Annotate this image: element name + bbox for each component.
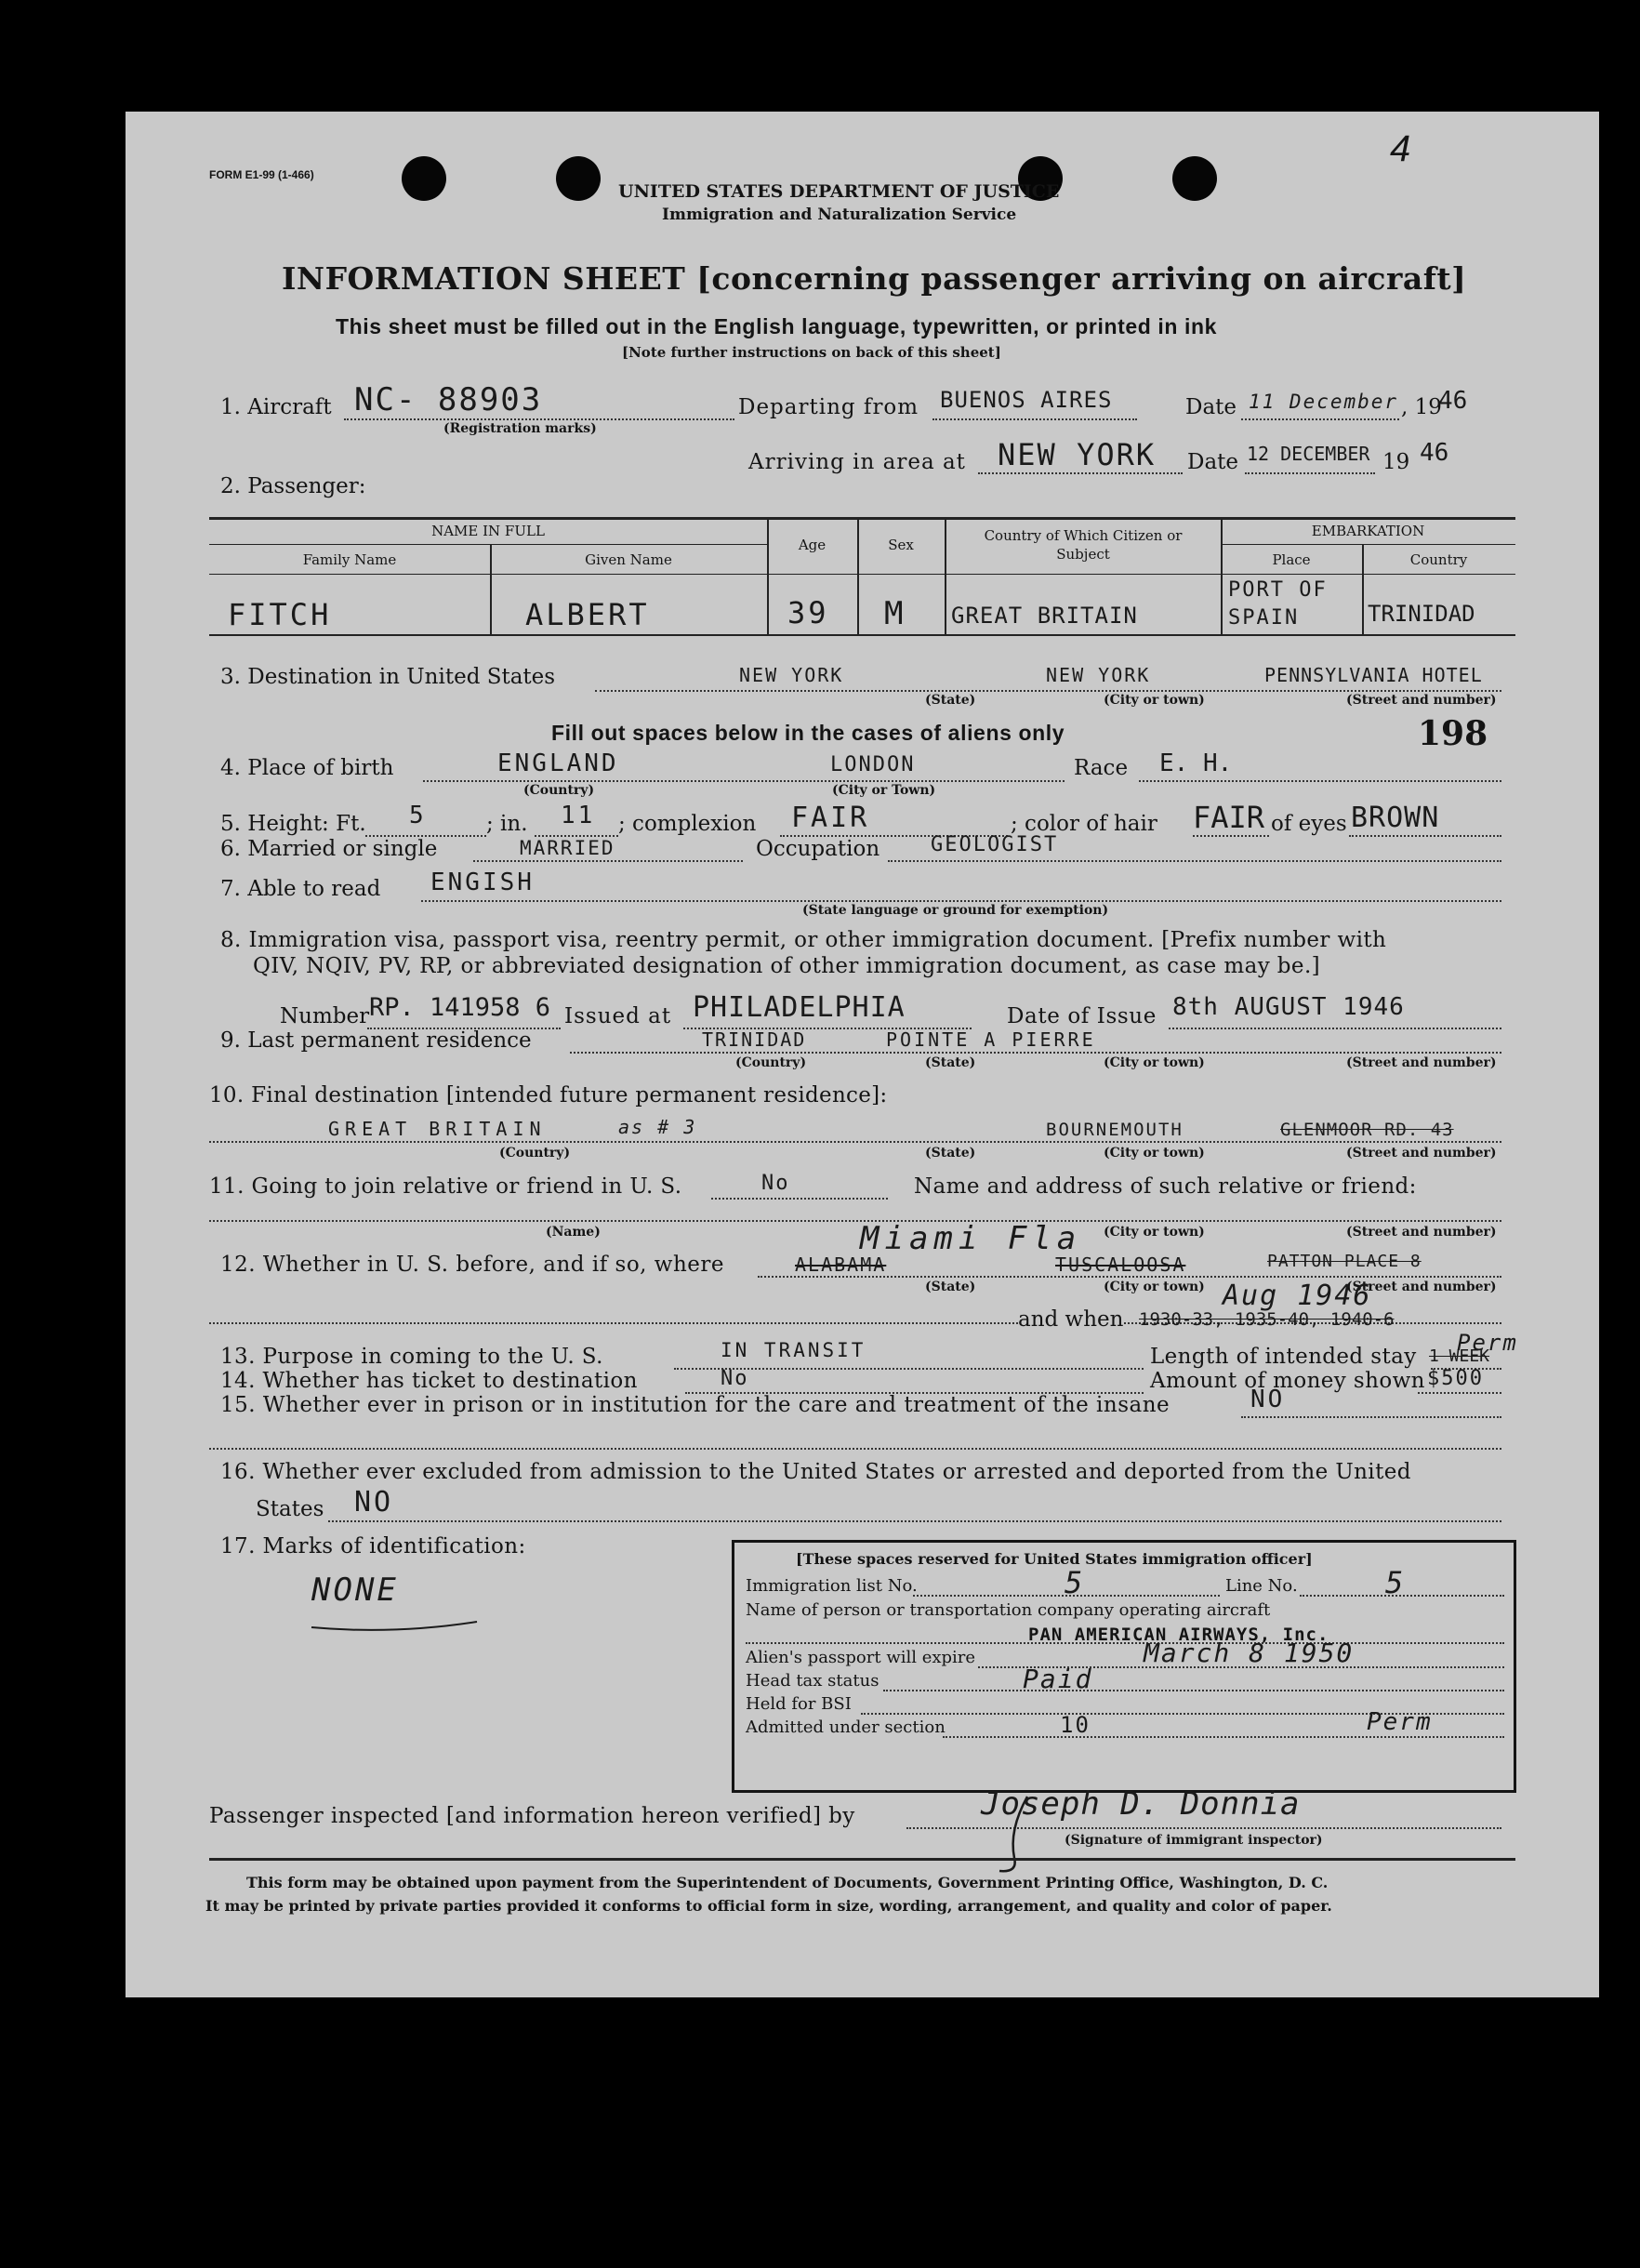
header-emb-country: Country bbox=[1409, 551, 1468, 568]
residence-cap-street: (Street and number) bbox=[1346, 1055, 1497, 1070]
departing-label: Departing from bbox=[738, 395, 919, 419]
previous-visit-state: ALABAMA bbox=[795, 1253, 887, 1276]
hair-value: FAIR bbox=[1193, 800, 1265, 835]
form-sheet bbox=[126, 112, 1599, 1997]
previous-visit-city: TUSCALOOSA bbox=[1055, 1253, 1186, 1276]
read-caption: (State language or ground for exemption) bbox=[802, 903, 1109, 918]
join-dots bbox=[711, 1198, 888, 1200]
officer-section-value: 10 bbox=[1060, 1712, 1091, 1738]
read-label: 7. Able to read bbox=[220, 877, 381, 901]
join-cap-city: (City or town) bbox=[1104, 1225, 1205, 1240]
form-number: FORM E1-99 (1-466) bbox=[209, 168, 314, 181]
officer-tax-label: Head tax status bbox=[746, 1671, 880, 1691]
join-cap-street: (Street and number) bbox=[1346, 1225, 1497, 1240]
excluded-value: NO bbox=[354, 1486, 394, 1519]
final-city: BOURNEMOUTH bbox=[1046, 1120, 1184, 1140]
registration-caption: (Registration marks) bbox=[443, 421, 597, 436]
destination-label: 3. Destination in United States bbox=[220, 665, 556, 689]
aliens-heading: Fill out spaces below in the cases of aliens only bbox=[551, 721, 1065, 745]
document-line2: QIV, NQIV, PV, RP, or abbreviated designation of other immigration document, as case may be.] bbox=[253, 954, 1321, 978]
occupation-value: GEOLOGIST bbox=[931, 833, 1059, 856]
residence-cap-state: (State) bbox=[925, 1055, 976, 1070]
residence-city: POINTE A PIERRE bbox=[886, 1028, 1096, 1051]
when-label: and when bbox=[1018, 1307, 1124, 1332]
money-dots bbox=[1418, 1392, 1501, 1394]
previous-visit-cap-state: (State) bbox=[925, 1280, 976, 1294]
cell-given-name: ALBERT bbox=[525, 597, 650, 632]
prison-dots bbox=[1241, 1416, 1501, 1418]
arriving-value: NEW YORK bbox=[998, 437, 1157, 472]
header-family-name: Family Name bbox=[302, 551, 397, 568]
officer-company-label: Name of person or transportation company operating aircraft bbox=[746, 1600, 1271, 1620]
document-number-label: Number bbox=[280, 1004, 370, 1028]
departing-year-prefix: , 19 bbox=[1401, 395, 1442, 419]
final-cap-street: (Street and number) bbox=[1346, 1146, 1497, 1161]
race-label: Race bbox=[1074, 756, 1129, 780]
cell-sex: M bbox=[884, 595, 906, 632]
residence-cap-city: (City or town) bbox=[1104, 1055, 1205, 1070]
punch-hole bbox=[1172, 156, 1217, 201]
join-label: 11. Going to join relative or friend in U. S. bbox=[209, 1174, 682, 1199]
footer-line2: It may be printed by private parties provided it conforms to official form in size, wording, arrangement, and quality and color of paper. bbox=[205, 1897, 1332, 1915]
passenger-label: 2. Passenger: bbox=[220, 474, 366, 498]
header-embarkation: EMBARKATION bbox=[1311, 523, 1425, 539]
race-value: E. H. bbox=[1159, 749, 1233, 777]
destination-cap-street: (Street and number) bbox=[1346, 693, 1497, 708]
purpose-value: IN TRANSIT bbox=[721, 1339, 866, 1361]
issued-at-value: PHILADELPHIA bbox=[693, 991, 906, 1024]
excluded-line2-label: States bbox=[256, 1497, 324, 1521]
height-label: 5. Height: Ft. bbox=[220, 812, 366, 836]
height-inches: 11 bbox=[561, 802, 596, 829]
final-street: GLENMOOR RD. 43 bbox=[1280, 1120, 1454, 1140]
cell-place-line2: SPAIN bbox=[1228, 606, 1300, 630]
arriving-dots bbox=[978, 472, 1183, 474]
final-cap-state: (State) bbox=[925, 1146, 976, 1161]
header-age: Age bbox=[798, 537, 827, 553]
hair-dots bbox=[1193, 835, 1269, 837]
ticket-value: No bbox=[721, 1367, 749, 1390]
previous-visit-street: PATTON PLACE 8 bbox=[1267, 1252, 1422, 1271]
destination-cap-state: (State) bbox=[925, 693, 976, 708]
purpose-label: 13. Purpose in coming to the U. S. bbox=[220, 1345, 603, 1369]
officer-passport-label: Alien's passport will expire bbox=[746, 1648, 976, 1667]
occupation-label: Occupation bbox=[756, 837, 880, 861]
punch-hole bbox=[556, 156, 601, 201]
departing-date-value: 11 December bbox=[1249, 391, 1399, 413]
residence-country: TRINIDAD bbox=[702, 1028, 807, 1051]
read-value: ENGISH bbox=[430, 869, 535, 896]
issued-at-label: Issued at bbox=[564, 1004, 672, 1028]
document-line1: 8. Immigration visa, passport visa, reentry permit, or other immigration document. [Prefix number with bbox=[220, 928, 1387, 952]
officer-tax-value: Paid bbox=[1023, 1664, 1093, 1694]
cell-family-name: FITCH bbox=[228, 597, 332, 632]
stay-label: Length of intended stay bbox=[1150, 1345, 1417, 1369]
hair-label: ; color of hair bbox=[1011, 812, 1157, 836]
arriving-date-label: Date bbox=[1187, 450, 1239, 474]
money-label: Amount of money shown bbox=[1150, 1369, 1425, 1393]
previous-visit-dots bbox=[758, 1276, 1501, 1278]
officer-line-label: Line No. bbox=[1225, 1576, 1298, 1596]
departing-date-label: Date bbox=[1185, 395, 1237, 419]
stay-value: 1 WEEK bbox=[1429, 1346, 1490, 1366]
when-overlay: Aug 1946 bbox=[1223, 1280, 1372, 1312]
page-title: INFORMATION SHEET [concerning passenger arriving on aircraft] bbox=[282, 260, 1467, 297]
join-name-dots bbox=[209, 1220, 1501, 1222]
officer-passport-value: March 8 1950 bbox=[1144, 1638, 1355, 1668]
birth-cap-country: (Country) bbox=[523, 783, 595, 798]
money-value: $500 bbox=[1427, 1367, 1484, 1390]
aircraft-label: 1. Aircraft bbox=[220, 395, 332, 419]
birth-country: ENGLAND bbox=[497, 749, 619, 777]
issue-date-value: 8th AUGUST 1946 bbox=[1172, 993, 1405, 1021]
officer-section-dots bbox=[943, 1736, 1504, 1738]
issue-date-label: Date of Issue bbox=[1007, 1004, 1157, 1028]
eyes-dots bbox=[1349, 835, 1501, 837]
previous-visit-label: 12. Whether in U. S. before, and if so, where bbox=[220, 1253, 725, 1277]
department-name: UNITED STATES DEPARTMENT OF JUSTICE bbox=[618, 181, 1060, 202]
arriving-label: Arriving in area at bbox=[748, 450, 966, 474]
marital-label: 6. Married or single bbox=[220, 837, 438, 861]
prison-value: NO bbox=[1250, 1386, 1286, 1413]
prison-label: 15. Whether ever in prison or in institution for the care and treatment of the insane bbox=[220, 1393, 1170, 1417]
excluded-line1: 16. Whether ever excluded from admission to the United States or arrested and deported from the United bbox=[220, 1460, 1411, 1484]
corner-mark: 4 bbox=[1390, 128, 1411, 169]
birth-city: LONDON bbox=[830, 753, 916, 776]
residence-label: 9. Last permanent residence bbox=[220, 1028, 532, 1053]
complexion-value: FAIR bbox=[791, 802, 870, 834]
footer-rule bbox=[209, 1858, 1515, 1861]
arriving-date-value: 12 DECEMBER bbox=[1247, 443, 1370, 465]
join-cap-name: (Name) bbox=[546, 1225, 601, 1240]
inspection-label: Passenger inspected [and information hereon verified] by bbox=[209, 1804, 855, 1828]
document-number-value: RP. 141958 6 bbox=[369, 993, 551, 1022]
header-country: Country of Which Citizen or Subject bbox=[984, 527, 1183, 563]
departing-dots bbox=[932, 418, 1137, 420]
officer-line-value: 5 bbox=[1385, 1565, 1407, 1600]
read-dots bbox=[421, 900, 1501, 902]
destination-cap-city: (City or town) bbox=[1104, 693, 1205, 708]
inspection-caption: (Signature of immigrant inspector) bbox=[1065, 1833, 1323, 1848]
departing-date-dots bbox=[1241, 418, 1399, 420]
issue-date-dots bbox=[1169, 1028, 1501, 1029]
final-country: GREAT BRITAIN bbox=[328, 1118, 547, 1140]
arriving-year: 46 bbox=[1420, 439, 1449, 467]
note-line: [Note further instructions on back of this sheet] bbox=[622, 344, 1001, 361]
header-name-in-full: NAME IN FULL bbox=[431, 523, 545, 539]
departing-value: BUENOS AIRES bbox=[940, 387, 1113, 413]
race-dots bbox=[1139, 780, 1501, 782]
officer-company-value: PAN AMERICAN AIRWAYS, Inc. bbox=[1028, 1625, 1329, 1645]
officer-bsi-label: Held for BSI bbox=[746, 1694, 852, 1714]
final-destination-dots bbox=[209, 1141, 1501, 1143]
prison-continuation-dots bbox=[209, 1448, 1501, 1450]
cell-place-line1: PORT OF bbox=[1228, 578, 1328, 602]
officer-list-value: 5 bbox=[1065, 1565, 1086, 1600]
marital-value: MARRIED bbox=[520, 837, 615, 859]
when-value: 1930-33, 1935-40, 1940-6 bbox=[1139, 1309, 1395, 1330]
destination-street: PENNSYLVANIA HOTEL bbox=[1264, 664, 1483, 686]
officer-list-label: Immigration list No. bbox=[746, 1576, 918, 1596]
occupation-dots bbox=[888, 860, 1501, 862]
height-in-label: ; in. bbox=[486, 812, 528, 836]
cell-citizen: GREAT BRITAIN bbox=[951, 603, 1138, 629]
cell-age: 39 bbox=[787, 595, 829, 630]
officer-box-title: [These spaces reserved for United States immigration officer] bbox=[796, 1550, 1313, 1568]
footer-line1: This form may be obtained upon payment from the Superintendent of Documents, Government Printing Office, Washington, D. C. bbox=[246, 1874, 1329, 1891]
ticket-label: 14. Whether has ticket to destination bbox=[220, 1369, 638, 1393]
destination-dots bbox=[595, 690, 1501, 692]
officer-tax-dots bbox=[883, 1690, 1504, 1691]
eyes-label: of eyes bbox=[1271, 812, 1347, 836]
final-cap-city: (City or town) bbox=[1104, 1146, 1205, 1161]
arriving-year-prefix: 19 bbox=[1382, 450, 1410, 474]
signature-flourish bbox=[981, 1793, 1065, 1877]
previous-visit-cap-street: (Street and number) bbox=[1346, 1280, 1497, 1294]
eyes-value: BROWN bbox=[1351, 802, 1440, 834]
final-cap-country: (Country) bbox=[499, 1146, 571, 1161]
punch-hole bbox=[402, 156, 446, 201]
stay-overlay: Perm bbox=[1457, 1330, 1518, 1356]
join-name-label: Name and address of such relative or friend: bbox=[914, 1174, 1417, 1199]
birth-cap-city: (City or Town) bbox=[832, 783, 936, 798]
stamp-number: 198 bbox=[1418, 714, 1488, 753]
officer-box bbox=[732, 1540, 1516, 1793]
previous-visit-cap-city: (City or town) bbox=[1104, 1280, 1205, 1294]
height-feet: 5 bbox=[409, 802, 427, 829]
arriving-date-dots bbox=[1245, 472, 1375, 474]
final-note: as # 3 bbox=[618, 1116, 697, 1138]
header-given-name: Given Name bbox=[585, 551, 672, 568]
previous-visit-overlay: Miami Fla bbox=[860, 1220, 1082, 1257]
complexion-label: ; complexion bbox=[618, 812, 757, 836]
header-sex: Sex bbox=[888, 537, 914, 553]
service-name: Immigration and Naturalization Service bbox=[662, 206, 1017, 224]
instruction-line: This sheet must be filled out in the English language, typewritten, or printed in ink bbox=[336, 314, 1218, 338]
final-destination-label: 10. Final destination [intended future permanent residence]: bbox=[209, 1083, 888, 1107]
destination-city: NEW YORK bbox=[1046, 664, 1151, 686]
join-value: No bbox=[761, 1172, 790, 1195]
marital-dots bbox=[473, 860, 743, 862]
excluded-dots bbox=[328, 1520, 1501, 1522]
header-place: Place bbox=[1272, 551, 1311, 568]
aircraft-dots bbox=[344, 418, 734, 420]
officer-section-label: Admitted under section bbox=[746, 1718, 946, 1737]
birth-dots bbox=[423, 780, 1065, 782]
marks-value: NONE bbox=[311, 1572, 399, 1609]
marks-underline bbox=[310, 1611, 496, 1638]
marks-label: 17. Marks of identification: bbox=[220, 1534, 526, 1558]
destination-state: NEW YORK bbox=[739, 664, 844, 686]
officer-section-extra: Perm bbox=[1367, 1708, 1433, 1736]
cell-emb-country: TRINIDAD bbox=[1368, 601, 1475, 627]
residence-cap-country: (Country) bbox=[735, 1055, 807, 1070]
aircraft-value: NC- 88903 bbox=[354, 381, 543, 418]
inspection-signature: Joseph D. Donnia bbox=[981, 1785, 1301, 1823]
residence-dots bbox=[570, 1052, 1501, 1054]
birth-label: 4. Place of birth bbox=[220, 756, 394, 780]
departing-year: 46 bbox=[1438, 387, 1468, 415]
